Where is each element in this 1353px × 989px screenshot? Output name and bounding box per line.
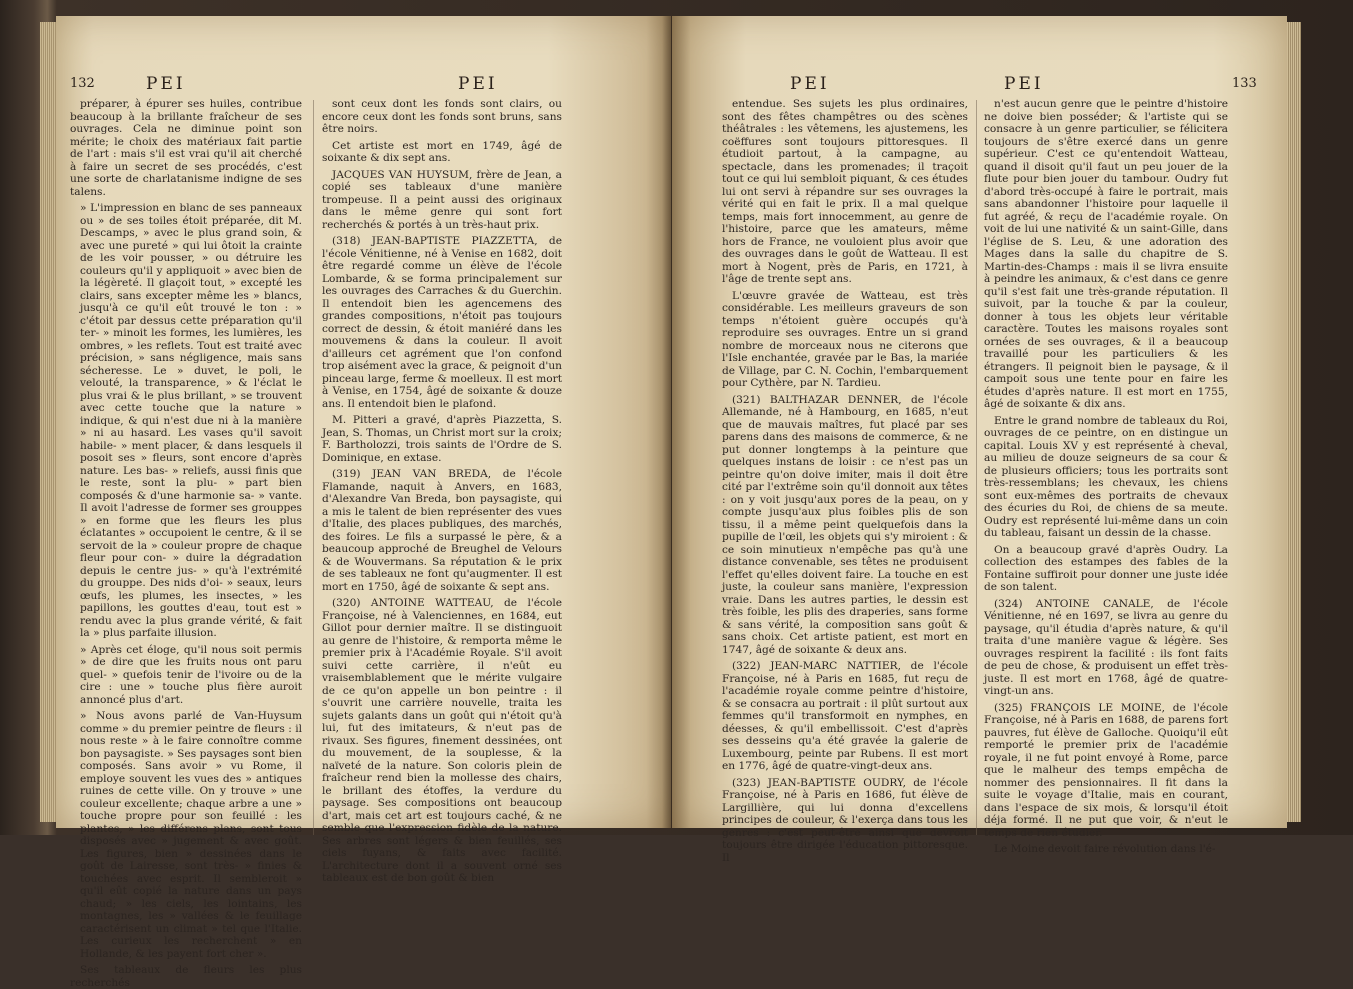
right-running-head-1: PEI: [790, 74, 830, 94]
paragraph: entendue. Ses sujets les plus ordinaires, sont des fêtes champêtres ou des scènes théâtrales : les vêtemens, les ajustemens, les coëffures sont toujours pittoresques. Il étudioit partout, à la campagne, au spectacle, dans les promenades; il traçoit tout ce qui lui sembloit piquant, & ces études lui ont servi à répandre sur ses ouvrages la vérité qui en fait le prix. Il a mal quelque temps, mais fort innocemment, au genre de l'histoire, parce que les amateurs, même hors de France, ne vouloient plus avoir que des ouvrages dans le goût de Watteau. Il est mort à Nogent, près de Paris, en 1721, à l'âge de trente sept ans.: [722, 98, 968, 285]
left-column-2: [322, 98, 562, 884]
paragraph: On a beaucoup gravé d'après Oudry. La collection des estampes des fables de la Fontaine suffiroit pour donner une juste idée de son talent.: [984, 543, 1228, 593]
left-running-head-2: PEI: [458, 74, 498, 94]
paragraph: (319) JEAN VAN BREDA, de l'école Flamande, naquit à Anvers, en 1683, d'Alexandre Van Breda, bon paysagiste, qui a mis le talent de bien représenter des vues d'Italie, des places publiques, des marchés, des foires. Le fils a surpassé le père, & a beaucoup approché de Breughel de Velours & de Wouvermans. Sa réputation & le prix de ses tableaux ne font qu'augmenter. Il est mort en 1750, âgé de soixante & sept ans.: [322, 468, 562, 593]
paragraph: n'est aucun genre que le peintre d'histoire ne doive bien posséder; & l'artiste qui se consacre à un genre particulier, se félicitera toujours de s'être exercé dans un genre supérieur. C'est ce qu'entendoit Watteau, quand il disoit qu'il faut un peu jouer de la flute pour bien jouer du tambour. Oudry fut d'abord très-occupé à faire le portrait, mais sans abandonner l'histoire pour laquelle il fut agréé, & reçu de l'académie royale. On voit de lui une nativité & un saint-Gille, dans l'église de S. Leu, & une adoration des Mages dans la salle du chapitre de S. Martin-des-Champs : mais il se livra ensuite à peindre les animaux, & c'est dans ce genre qu'il s'est fait une très-grande réputation. Il suivoit, par la touche & par la couleur, donner à tous les objets leur véritable caractère. Toutes les maisons royales sont ornées de ses ouvrages, & il a beaucoup travaillé pour les particuliers & les étrangers. Il peignoit bien le paysage, & il campoit sous une tente pour en faire les études d'après nature. Il est mort en 1755, âgé de soixante & dix ans.: [984, 98, 1228, 410]
left-running-head-1: PEI: [146, 74, 186, 94]
paragraph: (322) JEAN-MARC NATTIER, de l'école Françoise, né à Paris en 1685, fut reçu de l'académie royale comme peintre d'histoire, & se consacra au portrait : il plût surtout aux femmes qu'il transformoit en nymphes, en déesses, & qu'il embellissoit. C'est d'après ses desseins qu'a été gravée la galerie de Luxembourg, peinte par Rubens. Il est mort en 1776, âgé de quatre-vingt-deux ans.: [722, 660, 968, 772]
paragraph: JACQUES VAN HUYSUM, frère de Jean, a copié ses tableaux d'une manière trompeuse. Il a peint aussi des originaux dans le même genre qui sont fort recherchés & portés à un très-haut prix.: [322, 168, 562, 231]
paragraph: (324) ANTOINE CANALE, de l'école Vénitienne, né en 1697, se livra au genre du paysage, qu'il étudia d'après nature, & qu'il traita d'une manière vague & légère. Ses ouvrages respirent la facilité : ils font faits de peu de chose, & produisent un effet très-juste. Il est mort en 1768, âgé de quatre-vingt-un ans.: [984, 597, 1228, 697]
right-column-1: [722, 98, 968, 864]
right-column-2: [984, 98, 1228, 855]
paragraph: » Nous avons parlé de Van-Huysum comme » du premier peintre de fleurs : il nous reste » à le faire connoître comme bon paysagiste. » Ses paysages sont bien composés. Sans avoir » vu Rome, il employe souvent les vues des » antiques ruines de cette ville. On y trouve » une couleur excellente; chaque arbre a une » touche propre pour son feuillé : les plantes, » les différens plans, sont tous disposés avec » jugement & avec goût. Les figures, bien » dessinées dans le goût de Lairesse, sont très- » finies & touchées avec esprit. Il sembleroit » qu'il eût copié la nature dans un pays chaud; » les ciels, les lointains, les montagnes, les » vallées & le feuillage caractérisent un climat » tel que l'Italie. Les curieux les recherchent » en Hollande, & les payent fort cher ».: [80, 710, 302, 960]
paragraph: Le Moine devoit faire révolution dans l'é-: [994, 843, 1216, 855]
paragraph: sont ceux dont les fonds sont clairs, ou encore ceux dont les fonds sont bruns, sans être noirs.: [322, 98, 562, 135]
column-rule: [976, 100, 977, 835]
paragraph: préparer, à épurer ses huiles, contribue beaucoup à la brillante fraîcheur de ses ouvrages. Cela ne diminue point son mérite; le choix des matériaux fait partie de l'art : mais s'il est vrai qu'il ait cherché à faire un secret de ses procédés, c'est une sorte de charlatanisme indigne de ses talens.: [70, 98, 302, 198]
paragraph: (320) ANTOINE WATTEAU, de l'école Françoise, né à Valenciennes, en 1684, eut Gillot pour dernier maître. Il se distinguoit au genre de l'histoire, & remporta même le premier prix à l'Académie Royale. S'il avoit suivi cette carrière, il n'eût eu vraisemblablement que le mérite vulgaire de ce qu'on appelle un bon peintre : il s'ouvrit une carrière nouvelle, traita les sujets galants dans un goût qui n'étoit qu'à lui, fut des imitateurs, & n'eut pas de rivaux. Ses figures, finement dessinées, ont du mouvement, de la souplesse, & la naïveté de la nature. Son coloris plein de fraîcheur rend bien la mollesse des chairs, le brillant des étoffes, la verdure du paysage. Ses compositions ont beaucoup d'art, mais cet art est toujours caché, & ne semble que l'expression fidèle de la nature. Ses arbres sont légers & bien feuillés, ses ciels fuyans, & faits avec facilité. L'architecture dont il a souvent orné ses tableaux est de bon goût & bien: [322, 597, 562, 884]
paragraph: (321) BALTHAZAR DENNER, de l'école Allemande, né à Hambourg, en 1685, n'eut que de mauvais maîtres, fut placé par ses parens dans des maisons de commerce, & ne put donner longtemps à la peinture que quelques instans de loisir : ce n'est pas un peintre qu'on doive imiter, mais il doit être cité par l'extrême soin qu'il donnoit aux têtes : on y voit jusqu'aux pores de la peau, on y compte jusqu'aux plus foibles plis de son tissu, il a même peint quelquefois dans la pupille de l'œil, les objets qui s'y miroient : & ce soin minutieux n'empêche pas qu'à une distance convenable, ses têtes ne produisent l'effet qu'elles doivent faire. La touche en est juste, la couleur sans manière, l'expression vraie. Dans les autres parties, le dessin est très foible, les plis des draperies, sans forme & sans vérité, la composition sans goût & sans choix. Cet artiste patient, est mort en 1747, âgé de soixante & deux ans.: [722, 393, 968, 656]
left-page: [56, 16, 671, 989]
paragraph: (325) FRANÇOIS LE MOINE, de l'école Françoise, né à Paris en 1688, de parens fort pauvres, fut élève de Galloche. Quoiqu'il eût remporté le premier prix de l'académie royale, il ne fut point envoyé à Rome, parce que le malheur des temps empêcha de nommer des pensionnaires. Il fit dans la suite le voyage d'Italie, mais en courant, dans l'espace de six mois, & lorsqu'il étoit déja formé. Il ne put que voir, & n'eut le temps de rien étudier.: [984, 701, 1228, 839]
right-page-number: 133: [1232, 76, 1257, 91]
right-page: [672, 16, 1287, 864]
right-page-edges: [1287, 22, 1301, 822]
right-running-head-2: PEI: [1004, 74, 1044, 94]
left-page-number: 132: [70, 76, 95, 91]
paragraph: Ses tableaux de fleurs les plus recherchés: [70, 964, 302, 989]
left-page-edges: [40, 22, 56, 822]
paragraph: » L'impression en blanc de ses panneaux ou » de ses toiles étoit préparée, dit M. Descamps, » avec le plus grand soin, & avec une pureté » qui lui ôtoit la crainte de les voir pousser, » ou détruire les couleurs qu'il y appliquoit » avec bien de la légèreté. Il glaçoit tout, » excepté les clairs, sans excepter même les » blancs, jusqu'à ce qu'il eût trouvé le ton : » c'étoit par dessus cette préparation qu'il ter- » minoit les formes, les lumières, les ombres, » les reflets. Tout est traité avec précision, » sans négligence, mais sans sécheresse. Le » duvet, le poli, le velouté, la transparence, » & l'éclat le plus vrai & le plus brillant, » se trouvent avec cette touche que la nature » indique, & qui n'est due ni à la manière » ni au hasard. Les vases qu'il savoit habile- » ment placer, & dans lesquels il posoit ses » fleurs, sont encore d'après nature. Les bas- » reliefs, aussi finis que le reste, sont la plu- » part bien composés & d'une harmonie sa- » vante. Il avoit l'adresse de former ses grouppes » en forme que les fleurs les plus éclatantes » occupoient le centre, & il se servoit de la » couleur propre de chaque fleur pour con- » duire la dégradation depuis le centre jus- » qu'à l'extrémité du grouppe. Des nids d'oi- » seaux, leurs œufs, les plumes, les insectes, » les papillons, les gouttes d'eau, tout est » rendu avec la plus grande vérité, & fait la » plus parfaite illusion.: [80, 202, 302, 639]
left-column-1: [70, 98, 302, 989]
column-rule: [313, 100, 314, 835]
paragraph: L'œuvre gravée de Watteau, est très considérable. Les meilleurs graveurs de son temps n'étoient guère occupés qu'à reproduire ses ouvrages. Entre un si grand nombre de morceaux nous ne citerons que l'Isle enchantée, gravée par le Bas, la mariée de Village, par C. N. Cochin, l'embarquement pour Cythère, par N. Tardieu.: [722, 289, 968, 389]
paragraph: Entre le grand nombre de tableaux du Roi, ouvrages de ce peintre, on en distingue un capital. Louis XV y est représenté à cheval, au milieu de douze seigneurs de sa cour & de plusieurs officiers; tous les portraits sont très-ressemblans; les chevaux, les chiens sont eux-mêmes des portraits de chevaux des écuries du Roi, de chiens de sa meute. Oudry est représenté lui-même dans un coin du tableau, faisant un dessin de la chasse.: [984, 414, 1228, 539]
paragraph: » Après cet éloge, qu'il nous soit permis » de dire que les fruits nous ont paru quel- » quefois tenir de l'ivoire ou de la cire : une » touche plus fière auroit annoncé plus d'art.: [80, 643, 302, 706]
paragraph: (318) JEAN-BAPTISTE PIAZZETTA, de l'école Vénitienne, né à Venise en 1682, doit être regardé comme un élève de l'école Lombarde, & se forma principalement sur les ouvrages des Carraches & du Guerchin. Il entendoit bien les agencemens des grandes compositions, n'étoit pas toujours correct de dessin, & étoit maniéré dans les mouvemens & dans la couleur. Il avoit d'ailleurs cet agrément que l'on confond trop aisément avec la grace, & peignoit d'un pinceau large, ferme & moelleux. Il est mort à Venise, en 1754, âgé de soixante & douze ans. Il entendoit bien le plafond.: [322, 235, 562, 410]
paragraph: Cet artiste est mort en 1749, âgé de soixante & dix sept ans.: [322, 139, 562, 164]
paragraph: M. Pitteri a gravé, d'après Piazzetta, S. Jean, S. Thomas, un Christ mort sur la croix; F. Bartholozzi, trois saints de l'Ordre de S. Dominique, en extase.: [322, 414, 562, 464]
paragraph: (323) JEAN-BAPTISTE OUDRY, de l'école Françoise, né à Paris en 1686, fut élève de Largillière, qui lui donna d'excellens principes de couleur, & l'exerça dans tous les genres : c'est peut-être ainsi que devroit toujours être dirigée l'éducation pittoresque. Il: [722, 776, 968, 864]
